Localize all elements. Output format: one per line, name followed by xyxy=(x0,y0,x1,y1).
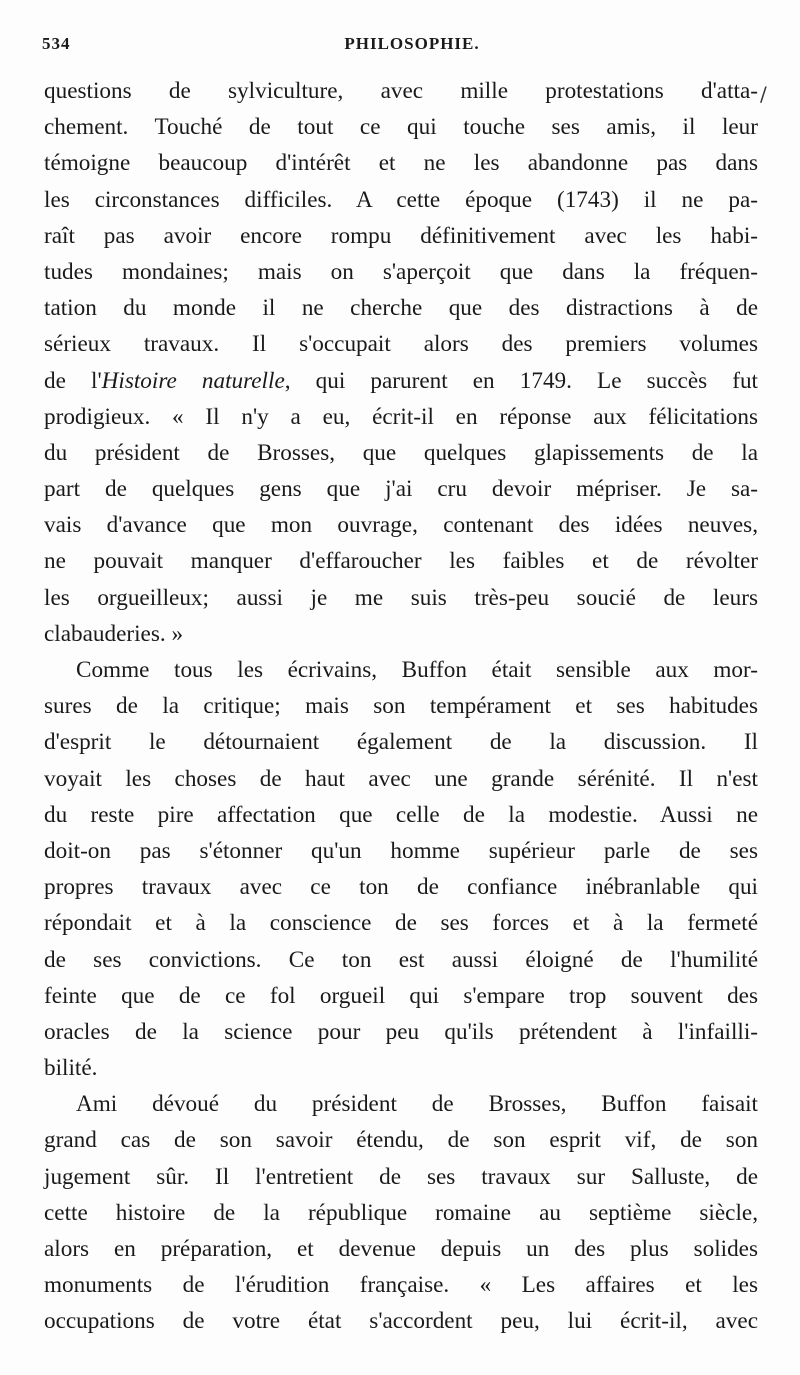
text-line: cette histoire de la république romaine au septième siècle, xyxy=(44,1199,758,1226)
text-line: répondait et à la conscience de ses forces et à la fermeté xyxy=(44,910,758,937)
text-line: de ses convictions. Ce ton est aussi éloigné de l'humilité xyxy=(44,946,758,973)
text-line: chement. Touché de tout ce qui touche ses amis, il leur xyxy=(44,114,758,141)
text-line: témoigne beaucoup d'intérêt et ne les abandonne pas dans xyxy=(44,150,758,177)
line-text: de l' xyxy=(44,367,102,394)
running-head xyxy=(42,34,758,60)
margin-mark: / xyxy=(760,82,767,106)
text-line: grand cas de son savoir étendu, de son esprit vif, de son xyxy=(44,1127,758,1154)
text-line: du président de Brosses, que quelques glapissements de la xyxy=(44,439,758,466)
text-line: doit-on pas s'étonner qu'un homme supérieur parle de ses xyxy=(44,837,758,864)
text-line xyxy=(44,363,758,399)
text-line: occupations de votre état s'accordent peu, lui écrit-il, avec xyxy=(44,1308,758,1335)
text-line: jugement sûr. Il l'entretient de ses travaux sur Salluste, de xyxy=(44,1163,758,1190)
text-line: sures de la critique; mais son tempérament et ses habitudes xyxy=(44,693,758,720)
text-line: tudes mondaines; mais on s'aperçoit que dans la fréquen- xyxy=(44,258,758,285)
text-line: sérieux travaux. Il s'occupait alors des premiers volumes xyxy=(44,331,758,358)
text-line: Comme tous les écrivains, Buffon était sensible aux mor- xyxy=(76,657,758,683)
page-number: 534 xyxy=(42,34,71,53)
text-line: clabauderies. » xyxy=(44,620,184,647)
text-line: monuments de l'érudition française. « Les affaires et les xyxy=(44,1272,758,1299)
text-line: part de quelques gens que j'ai cru devoir mépriser. Je sa- xyxy=(44,476,758,503)
body-text xyxy=(44,73,758,1340)
text-line: tation du monde il ne cherche que des distractions à de xyxy=(44,295,758,322)
text-line: bilité. xyxy=(44,1055,98,1082)
text-line: ne pouvait manquer d'effaroucher les faibles et de révolter xyxy=(44,548,758,575)
text-line: voyait les choses de haut avec une grande sérénité. Il n'est xyxy=(44,765,758,792)
text-line: alors en préparation, et devenue depuis un des plus solides xyxy=(44,1236,758,1262)
text-line: d'esprit le détournaient également de la discussion. Il xyxy=(44,729,758,756)
running-title: PHILOSOPHIE. xyxy=(344,34,480,53)
text-line: prodigieux. « Il n'y a eu, écrit-il en réponse aux félicitations xyxy=(44,403,758,430)
text-line: questions de sylviculture, avec mille protestations d'atta- xyxy=(44,78,758,104)
line-text: , qui parurent en 1749. Le succès fut xyxy=(284,367,759,394)
text-line: raît pas avoir encore rompu définitivement avec les habi- xyxy=(44,222,758,249)
text-line: les circonstances difficiles. A cette époque (1743) il ne pa- xyxy=(44,186,758,213)
text-line: Ami dévoué du président de Brosses, Buffon faisait xyxy=(76,1091,758,1118)
text-line: les orgueilleux; aussi je me suis très-peu soucié de leurs xyxy=(44,584,758,611)
text-line: propres travaux avec ce ton de confiance inébranlable qui xyxy=(44,874,758,901)
text-line: vais d'avance que mon ouvrage, contenant des idées neuves, xyxy=(44,512,758,539)
text-line: feinte que de ce fol orgueil qui s'empare trop souvent des xyxy=(44,982,758,1009)
text-line: oracles de la science pour peu qu'ils prétendent à l'infailli- xyxy=(44,1018,758,1045)
text-line: du reste pire affectation que celle de la modestie. Aussi ne xyxy=(44,801,758,828)
work-title: Histoire naturelle xyxy=(101,367,285,394)
